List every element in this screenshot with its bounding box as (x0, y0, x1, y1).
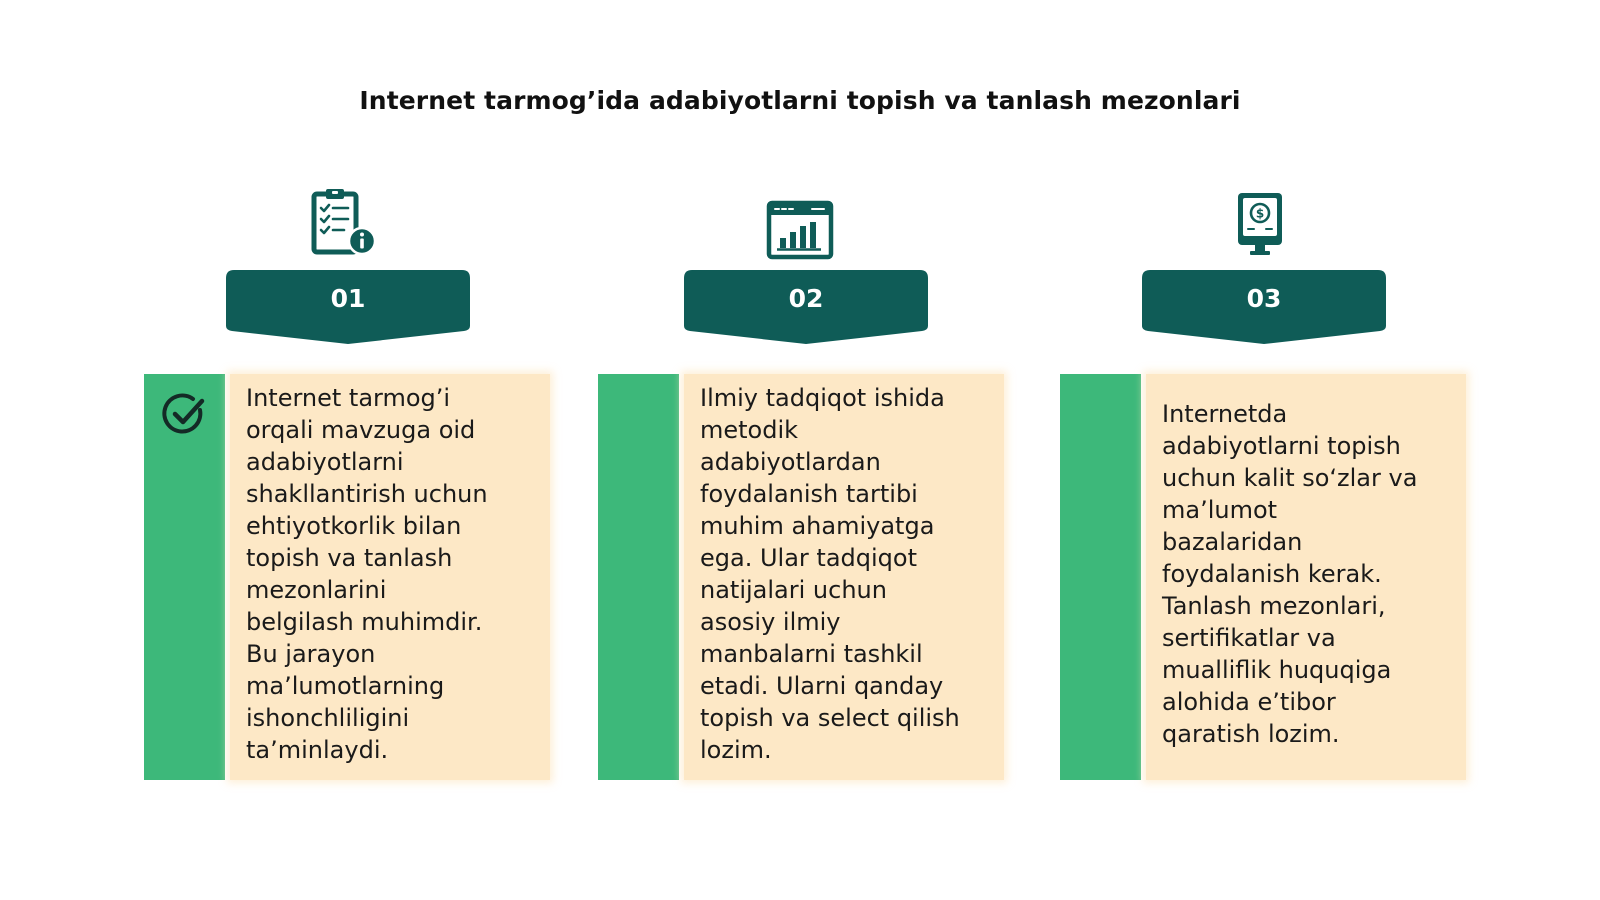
card-body (1146, 374, 1466, 780)
card-text: Internetda adabiyotlarni topish uchun kalit so‘zlar va ma’lumot bazalaridan foydalanish kerak. Tanlash mezonlari, sertifikatlar va mualliflik huquqiga alohida e’tibor qaratish lozim. (1162, 400, 1418, 748)
card-accent-bar (1060, 374, 1141, 780)
card-body (230, 374, 550, 780)
step-banner-01 (224, 268, 472, 348)
page-title: Internet tarmog’ida adabiyotlarni topish va tanlash mezonlari (359, 86, 1241, 115)
card-accent-bar (144, 374, 225, 780)
monitor-dollar-icon (1224, 190, 1296, 262)
card-text: Internet tarmog’i orqali mavzuga oid adabiyotlarni shakllantirish uchun ehtiyotkorlik bilan topish va tanlash mezonlarini belgilash muhimdir. Bu jarayon ma’lumotlarning ishonchliligini ta’minlaydi. (246, 384, 488, 764)
step-banner-02 (682, 268, 930, 348)
step-number: 02 (788, 284, 824, 313)
svg-text:$: $ (1255, 206, 1265, 221)
check-circle-icon (162, 392, 208, 438)
clipboard-checklist-info-icon (308, 188, 380, 260)
card-accent-bar (598, 374, 679, 780)
step-number: 03 (1246, 284, 1282, 313)
card-body (684, 374, 1004, 780)
card-text: Ilmiy tadqiqot ishida metodik adabiyotlardan foydalanish tartibi muhim ahamiyatga ega. Ular tadqiqot natijalari uchun asosiy ilmiy manbalarni tashkil etadi. Ularni qanday topish va select qilish lozim. (700, 384, 960, 764)
step-banner-03 (1140, 268, 1388, 348)
browser-bar-chart-icon (764, 192, 836, 264)
step-number: 01 (330, 284, 366, 313)
